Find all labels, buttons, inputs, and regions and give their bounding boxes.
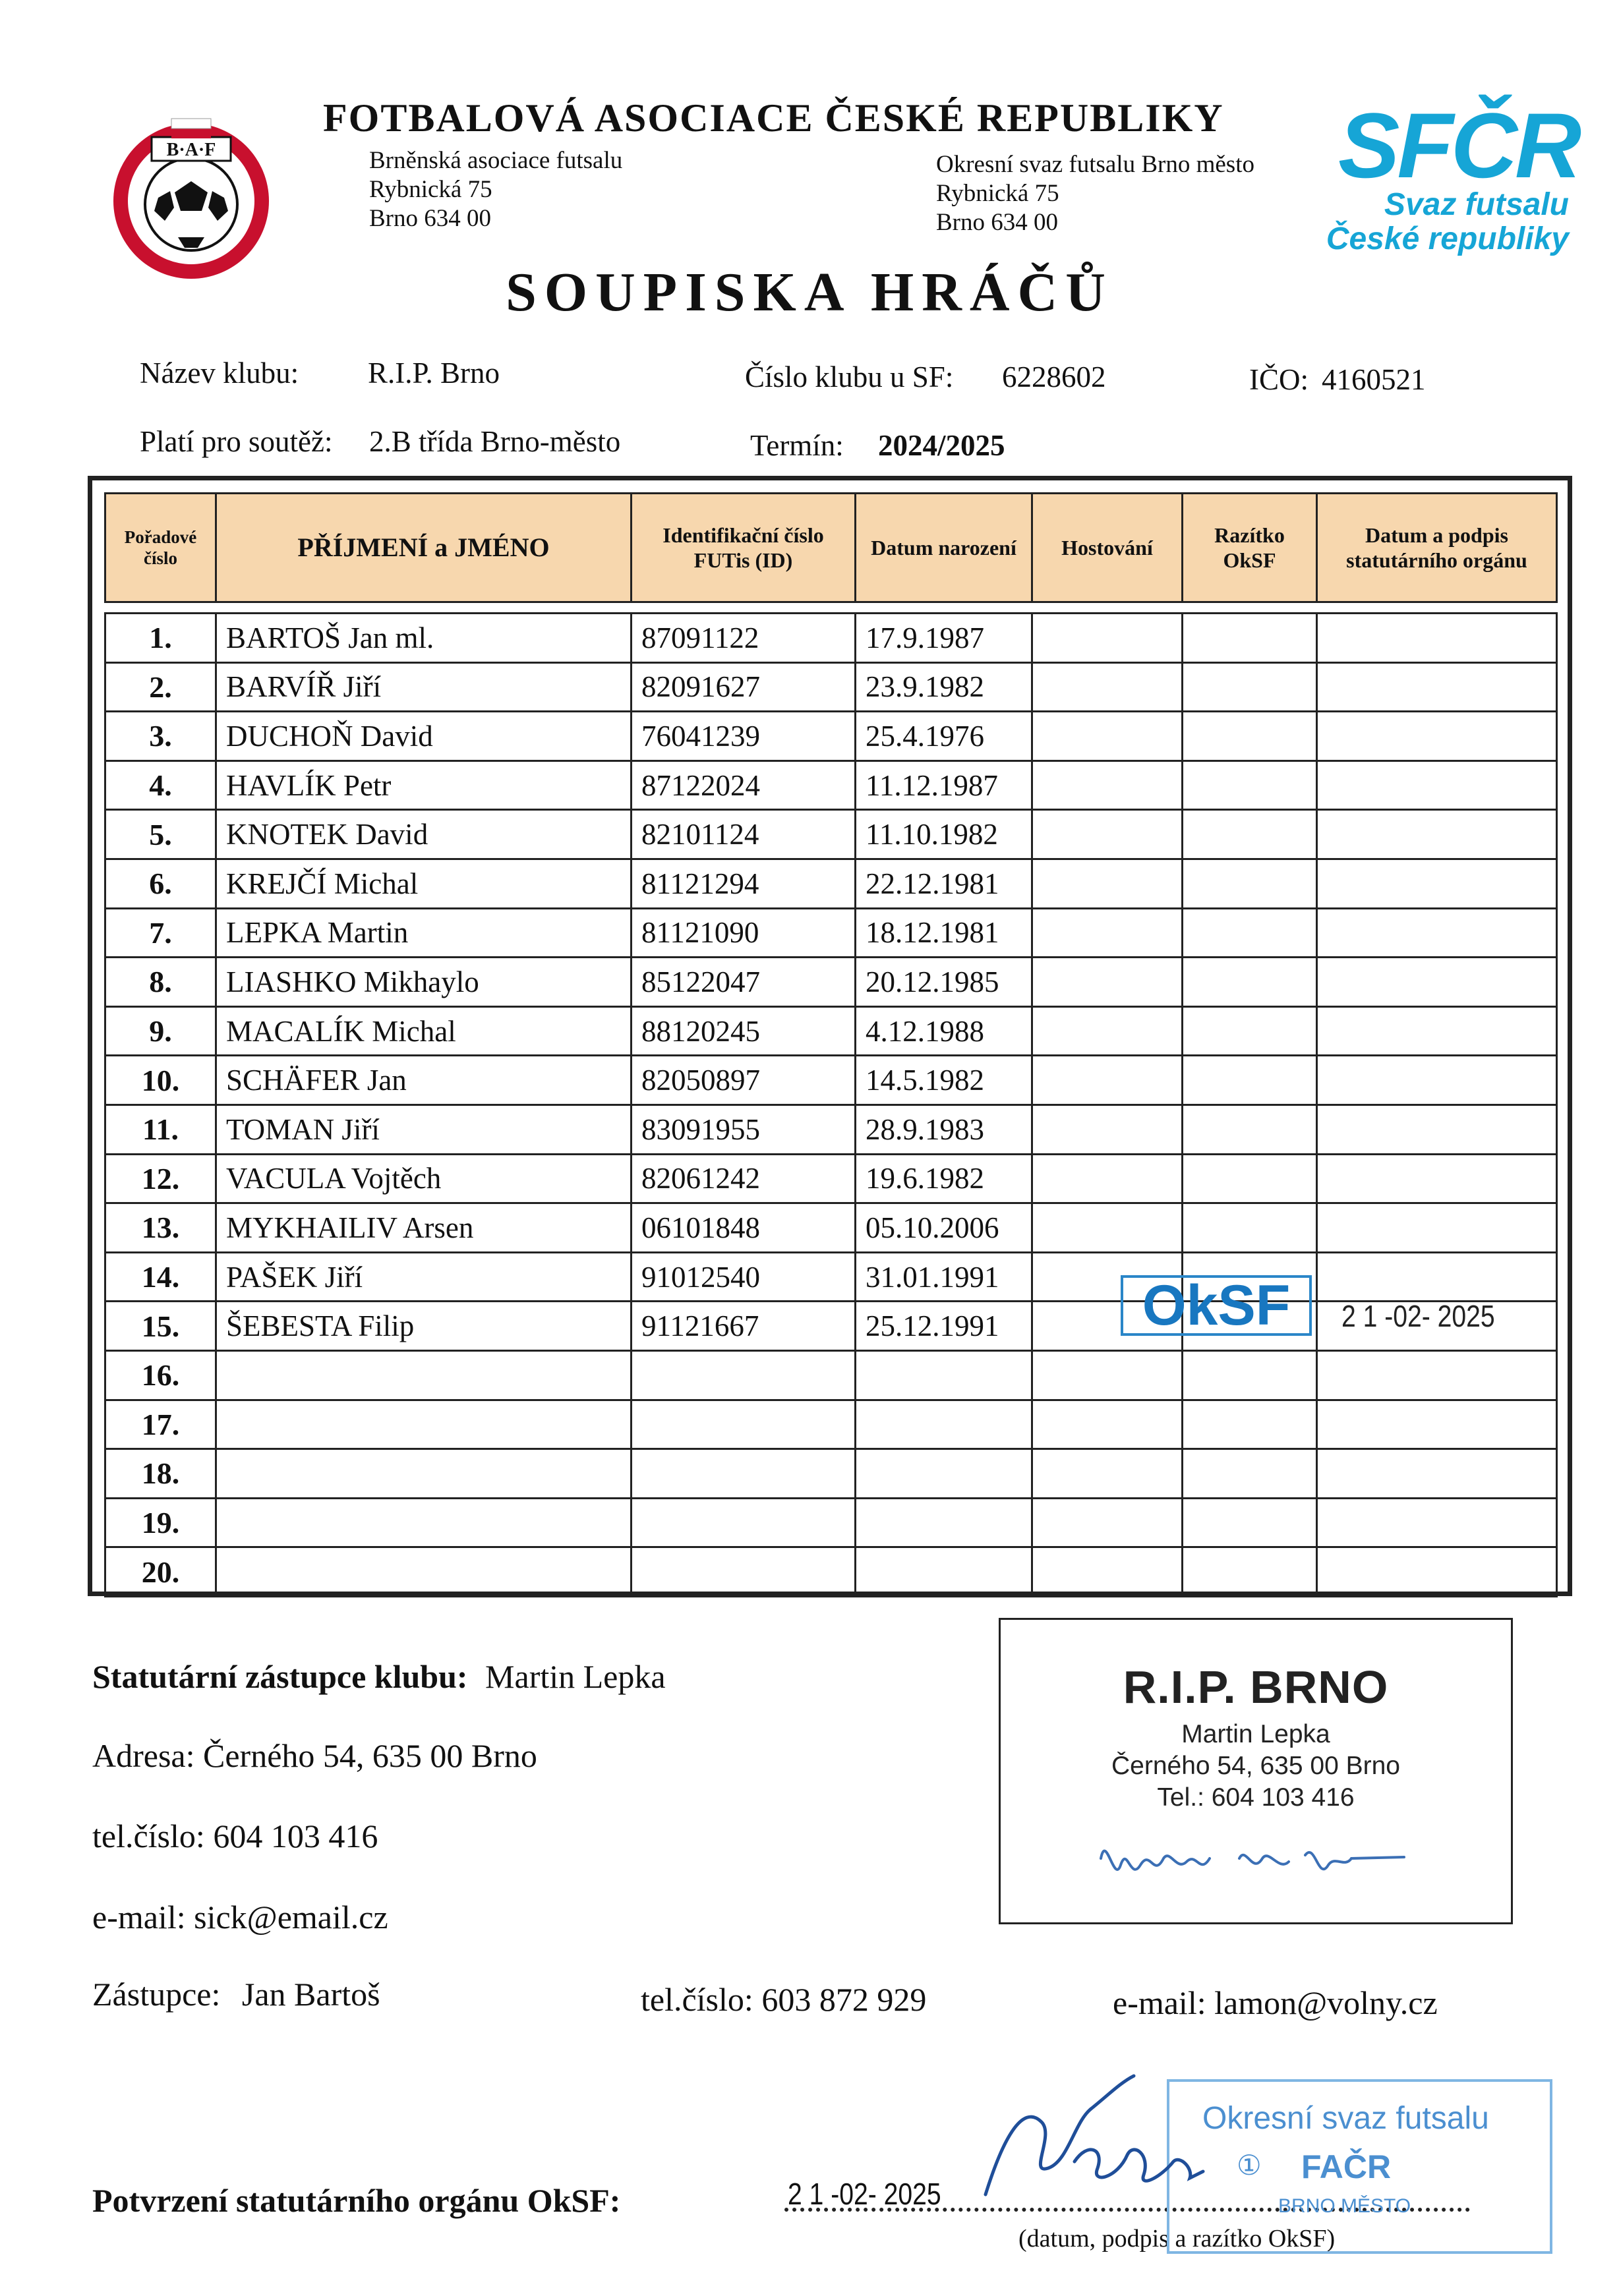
guest-cell — [1032, 1154, 1183, 1203]
player-id-cell: 91012540 — [632, 1252, 856, 1302]
player-name-cell — [216, 1498, 632, 1547]
phone-line — [92, 1817, 378, 1855]
signature-cell — [1317, 614, 1557, 663]
guest-cell — [1032, 1006, 1183, 1056]
player-name-cell: BARVÍŘ Jiří — [216, 662, 632, 712]
player-dob-cell — [856, 1547, 1032, 1597]
right-address-line-1: Okresní svaz futsalu Brno město — [936, 151, 1254, 178]
player-name-cell: PAŠEK Jiří — [216, 1252, 632, 1302]
table-row — [105, 1498, 1557, 1547]
player-id-cell: 87122024 — [632, 761, 856, 810]
player-name-cell: LIASHKO Mikhaylo — [216, 958, 632, 1007]
competition: 2.B třída Brno-město — [369, 425, 621, 458]
player-dob-cell: 23.9.1982 — [856, 662, 1032, 712]
player-dob-cell: 25.12.1991 — [856, 1302, 1032, 1351]
stamp-cell — [1183, 614, 1317, 663]
player-dob-cell — [856, 1350, 1032, 1400]
player-name-cell: TOMAN Jiří — [216, 1105, 632, 1154]
email-label: e-mail: — [92, 1899, 186, 1936]
stamp-cell — [1183, 859, 1317, 908]
roster-table — [104, 492, 1558, 1597]
left-address-line-2: Rybnická 75 — [369, 176, 492, 203]
phone-value: 604 103 416 — [213, 1818, 378, 1854]
guest-cell — [1032, 1056, 1183, 1105]
oksf-signature — [976, 2063, 1305, 2214]
signature-cell — [1317, 1350, 1557, 1400]
row-number-cell: 14. — [105, 1252, 216, 1302]
player-name-cell: LEPKA Martin — [216, 908, 632, 958]
deputy-phone-line — [641, 1980, 926, 2019]
guest-cell — [1032, 1498, 1183, 1547]
competition-label: Platí pro soutěž: — [140, 425, 333, 458]
stamp-cell — [1183, 1498, 1317, 1547]
player-dob-cell: 11.12.1987 — [856, 761, 1032, 810]
club-stamp-phone: Tel.: 604 103 416 — [1157, 1783, 1355, 1812]
table-row — [105, 712, 1557, 761]
stamp-cell — [1183, 761, 1317, 810]
table-row — [105, 1302, 1557, 1351]
federation-title: FOTBALOVÁ ASOCIACE ČESKÉ REPUBLIKY — [323, 96, 1224, 140]
oksf-stamp: OkSF — [1121, 1275, 1312, 1336]
guest-cell — [1032, 1449, 1183, 1499]
table-row — [105, 1105, 1557, 1154]
left-address-line-1: Brněnská asociace futsalu — [369, 147, 623, 174]
col-header-name: PŘÍJMENÍ a JMÉNO — [216, 494, 632, 602]
row-number-cell: 10. — [105, 1056, 216, 1105]
oksf-stamp-number: ① — [1237, 2150, 1262, 2181]
signature-cell — [1317, 1006, 1557, 1056]
guest-cell — [1032, 859, 1183, 908]
row-number-cell: 5. — [105, 810, 216, 859]
player-id-cell — [632, 1449, 856, 1499]
player-id-cell: 91121667 — [632, 1302, 856, 1351]
deputy-email: lamon@volny.cz — [1214, 1984, 1438, 2021]
guest-cell — [1032, 712, 1183, 761]
row-number-cell: 20. — [105, 1547, 216, 1597]
separator-cell — [105, 602, 1557, 614]
club-number-label: Číslo klubu u SF: — [745, 360, 954, 393]
deputy-line — [92, 1975, 380, 2013]
right-address-line-2: Rybnická 75 — [936, 180, 1059, 207]
row-number-cell: 11. — [105, 1105, 216, 1154]
col-header-sign: Datum a podpis statutárního orgánu — [1317, 494, 1557, 602]
table-row — [105, 662, 1557, 712]
player-name-cell — [216, 1350, 632, 1400]
player-dob-cell: 11.10.1982 — [856, 810, 1032, 859]
roster-body — [105, 614, 1557, 1597]
club-signature — [1088, 1819, 1430, 1898]
statutory-name: Martin Lepka — [485, 1658, 666, 1695]
deputy-label: Zástupce: — [92, 1976, 221, 2013]
signature-cell — [1317, 662, 1557, 712]
row-number-cell: 16. — [105, 1350, 216, 1400]
stamp-cell — [1183, 1350, 1317, 1400]
guest-cell — [1032, 958, 1183, 1007]
player-id-cell: 85122047 — [632, 958, 856, 1007]
baf-logo-icon — [105, 112, 277, 283]
stamp-cell — [1183, 908, 1317, 958]
stamp-cell — [1183, 1056, 1317, 1105]
table-row — [105, 1154, 1557, 1203]
table-row — [105, 1449, 1557, 1499]
stamp-cell — [1183, 662, 1317, 712]
club-stamp-address: Černého 54, 635 00 Brno — [1111, 1752, 1400, 1780]
guest-cell — [1032, 1547, 1183, 1597]
term-value: 2024/2025 — [878, 429, 1005, 462]
player-id-cell: 87091122 — [632, 614, 856, 663]
player-name-cell — [216, 1400, 632, 1449]
player-dob-cell: 22.12.1981 — [856, 859, 1032, 908]
deputy-phone: 603 872 929 — [761, 1981, 927, 2018]
table-row — [105, 1547, 1557, 1597]
deputy-phone-label: tel.číslo: — [641, 1981, 753, 2018]
header-separator — [105, 602, 1557, 614]
stamp-cell — [1183, 810, 1317, 859]
player-id-cell — [632, 1350, 856, 1400]
player-dob-cell: 19.6.1982 — [856, 1154, 1032, 1203]
player-dob-cell — [856, 1498, 1032, 1547]
stamp-cell — [1183, 1154, 1317, 1203]
row-number-cell: 3. — [105, 712, 216, 761]
player-name-cell: SCHÄFER Jan — [216, 1056, 632, 1105]
player-name-cell: MACALÍK Michal — [216, 1006, 632, 1056]
row-number-cell: 6. — [105, 859, 216, 908]
deputy-name: Jan Bartoš — [241, 1976, 380, 2013]
club-stamp-name: R.I.P. BRNO — [1123, 1661, 1389, 1713]
row-number-cell: 8. — [105, 958, 216, 1007]
table-row — [105, 1400, 1557, 1449]
email-value: sick@email.cz — [194, 1899, 388, 1936]
document-title: SOUPISKA HRÁČŮ — [506, 262, 1113, 323]
player-dob-cell: 4.12.1988 — [856, 1006, 1032, 1056]
player-name-cell: HAVLÍK Petr — [216, 761, 632, 810]
oksf-stamp-line-3: BRNO MĚSTO — [1278, 2195, 1411, 2217]
col-header-order: Pořadové číslo — [105, 494, 216, 602]
confirmation-date: 2 1 -02- 2025 — [788, 2177, 941, 2211]
player-id-cell: 81121090 — [632, 908, 856, 958]
player-name-cell: DUCHOŇ David — [216, 712, 632, 761]
right-address — [936, 150, 1254, 237]
signature-cell — [1317, 958, 1557, 1007]
player-name-cell — [216, 1449, 632, 1499]
row-number-cell: 4. — [105, 761, 216, 810]
player-dob-cell: 17.9.1987 — [856, 614, 1032, 663]
address-line — [92, 1736, 537, 1775]
stamp-cell — [1183, 1203, 1317, 1253]
right-address-line-3: Brno 634 00 — [936, 209, 1058, 236]
col-header-id: Identifikační číslo FUTis (ID) — [632, 494, 856, 602]
guest-cell — [1032, 662, 1183, 712]
player-id-cell: 81121294 — [632, 859, 856, 908]
club-name: R.I.P. Brno — [368, 357, 500, 389]
address-label: Adresa: — [92, 1737, 195, 1774]
player-name-cell: ŠEBESTA Filip — [216, 1302, 632, 1351]
table-row — [105, 1252, 1557, 1302]
signature-cell — [1317, 1400, 1557, 1449]
player-name-cell: MYKHAILIV Arsen — [216, 1203, 632, 1253]
player-dob-cell: 20.12.1985 — [856, 958, 1032, 1007]
ico-value: 4160521 — [1322, 363, 1426, 396]
player-name-cell — [216, 1547, 632, 1597]
signature-cell — [1317, 1252, 1557, 1302]
deputy-email-line — [1113, 1984, 1438, 2022]
table-row — [105, 908, 1557, 958]
stamp-cell — [1183, 958, 1317, 1007]
player-id-cell — [632, 1547, 856, 1597]
player-id-cell: 83091955 — [632, 1105, 856, 1154]
signature-cell — [1317, 859, 1557, 908]
sfcr-subtitle-line-2: České republiky — [1326, 221, 1569, 256]
oksf-stamp-line-2: FAČR — [1301, 2148, 1392, 2185]
baf-logo-letters: B·A·F — [166, 140, 216, 160]
stamp-cell — [1183, 1105, 1317, 1154]
row-number-cell: 1. — [105, 614, 216, 663]
stamp-cell — [1183, 1400, 1317, 1449]
term-label: Termín: — [750, 429, 844, 462]
table-row — [105, 958, 1557, 1007]
row-number-cell: 15. — [105, 1302, 216, 1351]
row-number-cell: 9. — [105, 1006, 216, 1056]
baf-logo — [105, 112, 277, 283]
guest-cell — [1032, 810, 1183, 859]
player-id-cell: 82101124 — [632, 810, 856, 859]
ico-label: IČO: — [1249, 363, 1309, 396]
guest-cell — [1032, 761, 1183, 810]
signature-cell — [1317, 1498, 1557, 1547]
oksf-stamp-line-1: Okresní svaz futsalu — [1202, 2101, 1489, 2136]
player-id-cell: 88120245 — [632, 1006, 856, 1056]
statutory-label: Statutární zástupce klubu — [92, 1658, 457, 1695]
signature-cell — [1317, 1154, 1557, 1203]
club-name-label: Název klubu: — [140, 357, 299, 389]
stamp-cell — [1183, 1449, 1317, 1499]
table-row — [105, 1203, 1557, 1253]
roster-table-frame — [88, 476, 1572, 1596]
table-row — [105, 1056, 1557, 1105]
player-id-cell — [632, 1400, 856, 1449]
row-number-cell: 13. — [105, 1203, 216, 1253]
signature-cell — [1317, 1547, 1557, 1597]
signature-cell — [1317, 1203, 1557, 1253]
player-id-cell: 76041239 — [632, 712, 856, 761]
roster-header-row — [105, 494, 1557, 602]
row-number-cell: 12. — [105, 1154, 216, 1203]
table-row — [105, 614, 1557, 663]
col-header-dob: Datum narození — [856, 494, 1032, 602]
player-name-cell: BARTOŠ Jan ml. — [216, 614, 632, 663]
row-number-cell: 2. — [105, 662, 216, 712]
player-name-cell: KREJČÍ Michal — [216, 859, 632, 908]
left-address — [369, 146, 622, 233]
row-number-cell: 7. — [105, 908, 216, 958]
phone-label: tel.číslo: — [92, 1818, 205, 1854]
player-name-cell: VACULA Vojtěch — [216, 1154, 632, 1203]
club-stamp-person: Martin Lepka — [1181, 1720, 1330, 1748]
row-number-cell: 17. — [105, 1400, 216, 1449]
player-id-cell: 06101848 — [632, 1203, 856, 1253]
confirmation-label: Potvrzení statutárního orgánu OkSF: — [92, 2182, 621, 2219]
player-dob-cell: 14.5.1982 — [856, 1056, 1032, 1105]
signature-cell — [1317, 908, 1557, 958]
guest-cell — [1032, 614, 1183, 663]
confirmation-caption: (datum, podpis a razítko OkSF) — [1018, 2225, 1336, 2253]
player-dob-cell: 31.01.1991 — [856, 1252, 1032, 1302]
signature-cell — [1317, 810, 1557, 859]
guest-cell — [1032, 1105, 1183, 1154]
row-number-cell: 19. — [105, 1498, 216, 1547]
player-dob-cell: 28.9.1983 — [856, 1105, 1032, 1154]
col-header-stamp: Razítko OkSF — [1183, 494, 1317, 602]
guest-cell — [1032, 908, 1183, 958]
player-id-cell: 82061242 — [632, 1154, 856, 1203]
signature-cell — [1317, 712, 1557, 761]
player-dob-cell: 25.4.1976 — [856, 712, 1032, 761]
player-id-cell: 82050897 — [632, 1056, 856, 1105]
col-header-guest: Hostování — [1032, 494, 1183, 602]
email-line — [92, 1898, 388, 1936]
player-dob-cell: 18.12.1981 — [856, 908, 1032, 958]
statutory-rep: Statutární zástupce klubu: Martin Lepka — [92, 1658, 666, 1695]
signature-cell — [1317, 1105, 1557, 1154]
player-id-cell: 82091627 — [632, 662, 856, 712]
signature-cell — [1317, 1449, 1557, 1499]
sfcr-subtitle-line-1: Svaz futsalu — [1384, 187, 1569, 222]
sfcr-subtitle — [1325, 188, 1569, 256]
row-number-cell: 18. — [105, 1449, 216, 1499]
table-row — [105, 1006, 1557, 1056]
left-address-line-3: Brno 634 00 — [369, 205, 491, 232]
address-value: Černého 54, 635 00 Brno — [203, 1737, 537, 1774]
oksf-stamp-date: 2 1 -02- 2025 — [1341, 1299, 1495, 1333]
player-dob-cell — [856, 1449, 1032, 1499]
club-number: 6228602 — [1002, 360, 1106, 393]
deputy-email-label: e-mail: — [1113, 1984, 1206, 2021]
sfcr-logo-text: SFČR — [1338, 94, 1579, 197]
player-dob-cell — [856, 1400, 1032, 1449]
signature-cell — [1317, 1056, 1557, 1105]
player-name-cell: KNOTEK David — [216, 810, 632, 859]
stamp-cell — [1183, 1547, 1317, 1597]
guest-cell — [1032, 1350, 1183, 1400]
player-dob-cell: 05.10.2006 — [856, 1203, 1032, 1253]
player-id-cell — [632, 1498, 856, 1547]
table-row — [105, 761, 1557, 810]
guest-cell — [1032, 1400, 1183, 1449]
table-row — [105, 810, 1557, 859]
signature-cell — [1317, 761, 1557, 810]
stamp-cell — [1183, 1006, 1317, 1056]
stamp-cell — [1183, 712, 1317, 761]
table-row — [105, 859, 1557, 908]
table-row — [105, 1350, 1557, 1400]
guest-cell — [1032, 1203, 1183, 1253]
